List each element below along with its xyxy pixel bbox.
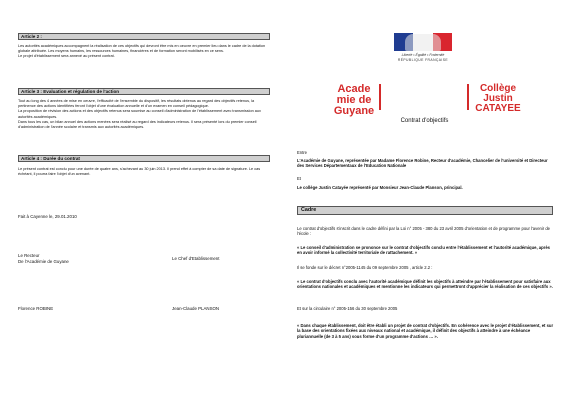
date-line: Fait à Cayenne le, 29.01.2010	[18, 214, 77, 219]
article-3-text-1: Tout au long des 4 années de mise en oeuvre, l'efficacité de l'ensemble du dispositif, les résultats obtenus au regard des objectifs retenus, la pertinence des actions identifiées feront l'objet d'une évaluation annuelle et d'un examen en conseil pédagogique.	[18, 99, 255, 109]
article-3-heading: Article 3 : Evaluation et régulation de l'action	[18, 88, 270, 95]
marianne-icon	[405, 34, 441, 51]
article-2-paragraph	[18, 44, 270, 60]
cadre-paragraph-2: Il se fonde sur le décret n°2005-1145 du 09 septembre 2005 , article 2.2 :	[297, 265, 433, 270]
cadre-paragraph-3: Et sur la circulaire n° 2005-156 du 30 septembre 2005	[297, 306, 398, 311]
academie-logo-line-3: Guyane	[333, 105, 375, 117]
signatory-left-name: Florence ROBINE	[18, 306, 54, 311]
article-3-paragraphs	[18, 99, 270, 130]
signatory-right-title: Le Chef d'Etablissement	[172, 256, 220, 261]
article-4-text: Le présent contrat est conclu pour une durée de quatre ans, s'achevant au 30 juin 2013. Il prend effet à compter de sa date de signature. Le cas échéant, il pourra faire l'objet d'un avenant.	[18, 167, 261, 177]
cadre-quote-1: « Le conseil d'administration se prononce sur le contrat d'objectifs conclu entre l'établissement et l'autorité académique, après en avoir informé la collectivité territoriale de rattachement. »	[297, 245, 550, 256]
cadre-paragraph-1: Le contrat d'objectifs s'inscrit dans le cadre défini par la Loi n° 2005 - 380 du 23 avril 2005 d'orientation et de programme pour l'avenir de l'école :	[297, 226, 551, 237]
article-2-heading: Article 2 :	[18, 33, 270, 40]
party-1: L'Académie de Guyane, représentée par Madame Florence Robine, Recteur d'académie, Chancelier de l'université et Directeur des Services Départementaux de l'Education Nationale	[297, 158, 548, 169]
academie-logo-line-1: Acade	[337, 83, 371, 95]
college-logo	[468, 84, 528, 114]
cadre-quote-2: « Le contrat d'objectifs conclu avec l'autorité académique définit les objectifs à atteindre par l'établissement pour satisfaire aux orientations nationales et académiques et mentionne les indicateurs qui permettront d'apprécier la réalisation de ces objectifs ».	[297, 279, 553, 290]
article-3-text-2: La proposition de révision des actions et des objectifs retenus sera soumise au conseil d'administration de l'établissement avec transmission aux autorités académiques.	[18, 109, 261, 119]
et-label: Et	[297, 176, 301, 181]
signatory-right-name: Jean-Claude PLANSON	[172, 306, 220, 311]
article-2-text: Les autorités académiques accompagnent la réalisation de ces objectifs qui devront être mis en oeuvre en premier lieu dans le cadre de la dotation globale attribuée. Les moyens humains, les ressources humaines, financières et de formation seront mobilisés en ce sens.	[18, 44, 266, 54]
academie-logo-bar	[379, 84, 381, 110]
academie-logo	[329, 84, 379, 117]
cadre-quote-3: « Dans chaque établissement, doit être établi un projet de contrat d'objectifs. En cohérence avec le projet d'établissement, et sur la base des orientations fixées aux niveaux national et académique, il définit des objectifs à atteindre à une échéance pluriannuelle (de 3 à 5 ans) sous forme d'un programme d'actions … ».	[297, 323, 554, 339]
entre-label: Entre	[297, 150, 308, 155]
republic-motto: Liberté • Égalité • Fraternité	[401, 53, 445, 57]
article-3-text-3: Dans tous les cas, un bilan annuel des actions menées sera réalisé au regard des indicateurs retenus. Il sera présenté lors du premier conseil d'administration de l'année scolaire et transmis aux autorités académiques.	[18, 119, 257, 130]
article-4-paragraph	[18, 167, 270, 177]
article-4-heading: Article 4 : Durée du contrat	[18, 155, 270, 162]
college-logo-line-1: Collège	[479, 83, 517, 94]
signatory-left-title: Le Recteur	[18, 253, 40, 258]
signatory-left-subtitle: De l'Académie de Guyane	[18, 259, 69, 264]
party-2: Le collège Justin Catayée représenté par Monsieur Jean-Claude Planson, principal.	[297, 185, 463, 190]
cadre-heading: Cadre	[297, 206, 553, 215]
academie-logo-line-2: mie de	[336, 94, 372, 106]
college-logo-line-2: Justin CATAYEE	[475, 93, 521, 114]
republic-name: RÉPUBLIQUE FRANÇAISE	[397, 58, 449, 62]
article-2-note: Le projet d'établissement sera annexé au présent contrat.	[18, 54, 115, 59]
document-title: Contrat d'objectifs	[400, 118, 449, 124]
right-page	[283, 0, 566, 400]
